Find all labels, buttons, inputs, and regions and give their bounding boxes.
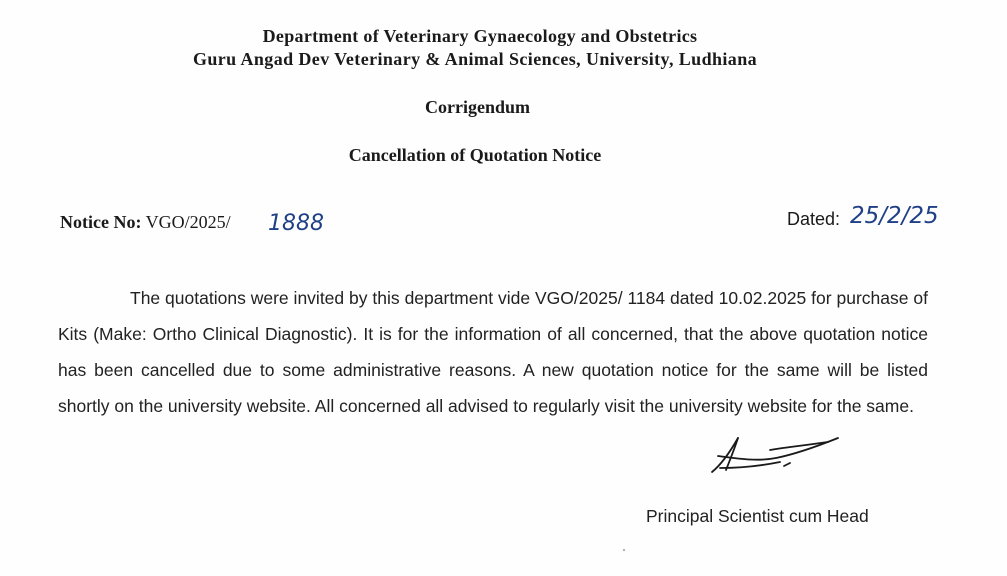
paper-speck xyxy=(623,549,625,551)
dated-label: Dated: xyxy=(787,209,841,229)
signatory-title: Principal Scientist cum Head xyxy=(646,506,869,526)
notice-number-label: Notice No: xyxy=(60,212,142,232)
university-heading: Guru Angad Dev Veterinary & Animal Sciences, University, Ludhiana xyxy=(192,49,758,69)
subject-heading: Cancellation of Quotation Notice xyxy=(348,145,602,165)
notice-number-handwritten: 1888 xyxy=(268,211,324,236)
date-handwritten: 25/2/25 xyxy=(850,203,939,229)
department-heading: Department of Veterinary Gynaecology and Obstetrics xyxy=(262,26,698,46)
notice-number-line xyxy=(60,212,231,233)
document-type-heading: Corrigendum xyxy=(425,97,530,117)
notice-number-prefix: VGO/2025/ xyxy=(145,212,231,232)
notice-body-paragraph: The quotations were invited by this department vide VGO/2025/ 1184 dated 10.02.2025 for purchase of Kits (Make: Ortho Clinical Diagnostic). It is for the information of all concerned, that the above quotation notice has been cancelled due to some administrative reasons. A new quotation notice for the same will be listed shortly on the university website. All concerned all advised to regularly visit the university website for the same. xyxy=(58,288,928,416)
handwritten-signature xyxy=(700,428,850,480)
